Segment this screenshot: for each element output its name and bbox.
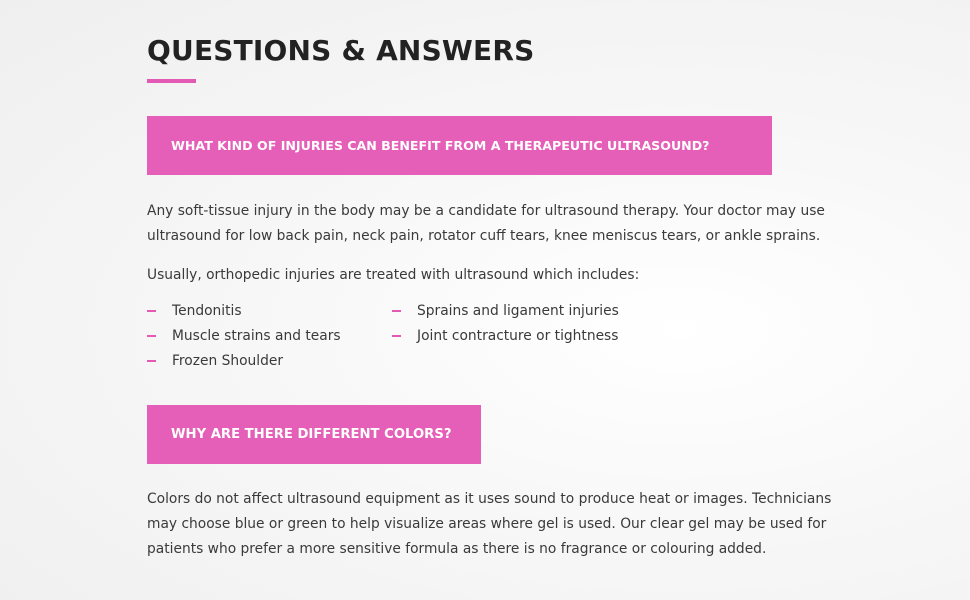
answer-line: Colors do not affect ultrasound equipment as it uses sound to produce heat or images. Technicians bbox=[147, 491, 832, 507]
answer-line: may choose blue or green to help visualize areas where gel is used. Our clear gel may be used for bbox=[147, 516, 827, 532]
list-item bbox=[147, 324, 387, 349]
dash-bullet-icon bbox=[392, 335, 401, 337]
page-title: QUESTIONS & ANSWERS bbox=[147, 34, 535, 67]
dash-bullet-icon bbox=[147, 360, 156, 362]
injury-list-right bbox=[392, 299, 652, 349]
dash-bullet-icon bbox=[392, 310, 401, 312]
answer-paragraph-injuries bbox=[147, 199, 825, 249]
list-item-label: Sprains and ligament injuries bbox=[417, 303, 619, 319]
list-item-label: Joint contracture or tightness bbox=[417, 328, 619, 344]
list-item-label: Tendonitis bbox=[172, 303, 242, 319]
answer-line: ultrasound for low back pain, neck pain, rotator cuff tears, knee meniscus tears, or ankle sprains. bbox=[147, 228, 821, 244]
list-item-label: Frozen Shoulder bbox=[172, 353, 284, 369]
answer-paragraph-colors bbox=[147, 487, 831, 562]
title-underline bbox=[147, 79, 196, 83]
dash-bullet-icon bbox=[147, 310, 156, 312]
list-item bbox=[392, 324, 652, 349]
answer-line: patients who prefer a more sensitive formula as there is no fragrance or colouring added. bbox=[147, 541, 767, 557]
list-intro: Usually, orthopedic injuries are treated with ultrasound which includes: bbox=[147, 267, 640, 283]
list-item bbox=[147, 349, 387, 374]
list-item bbox=[392, 299, 652, 324]
injury-list-left bbox=[147, 299, 387, 374]
answer-line: Any soft-tissue injury in the body may be a candidate for ultrasound therapy. Your doctor may use bbox=[147, 203, 825, 219]
dash-bullet-icon bbox=[147, 335, 156, 337]
list-item bbox=[147, 299, 387, 324]
question-banner-injuries: WHAT KIND OF INJURIES CAN BENEFIT FROM A THERAPEUTIC ULTRASOUND? bbox=[147, 116, 772, 175]
list-item-label: Muscle strains and tears bbox=[172, 328, 341, 344]
question-banner-colors: WHY ARE THERE DIFFERENT COLORS? bbox=[147, 405, 481, 464]
